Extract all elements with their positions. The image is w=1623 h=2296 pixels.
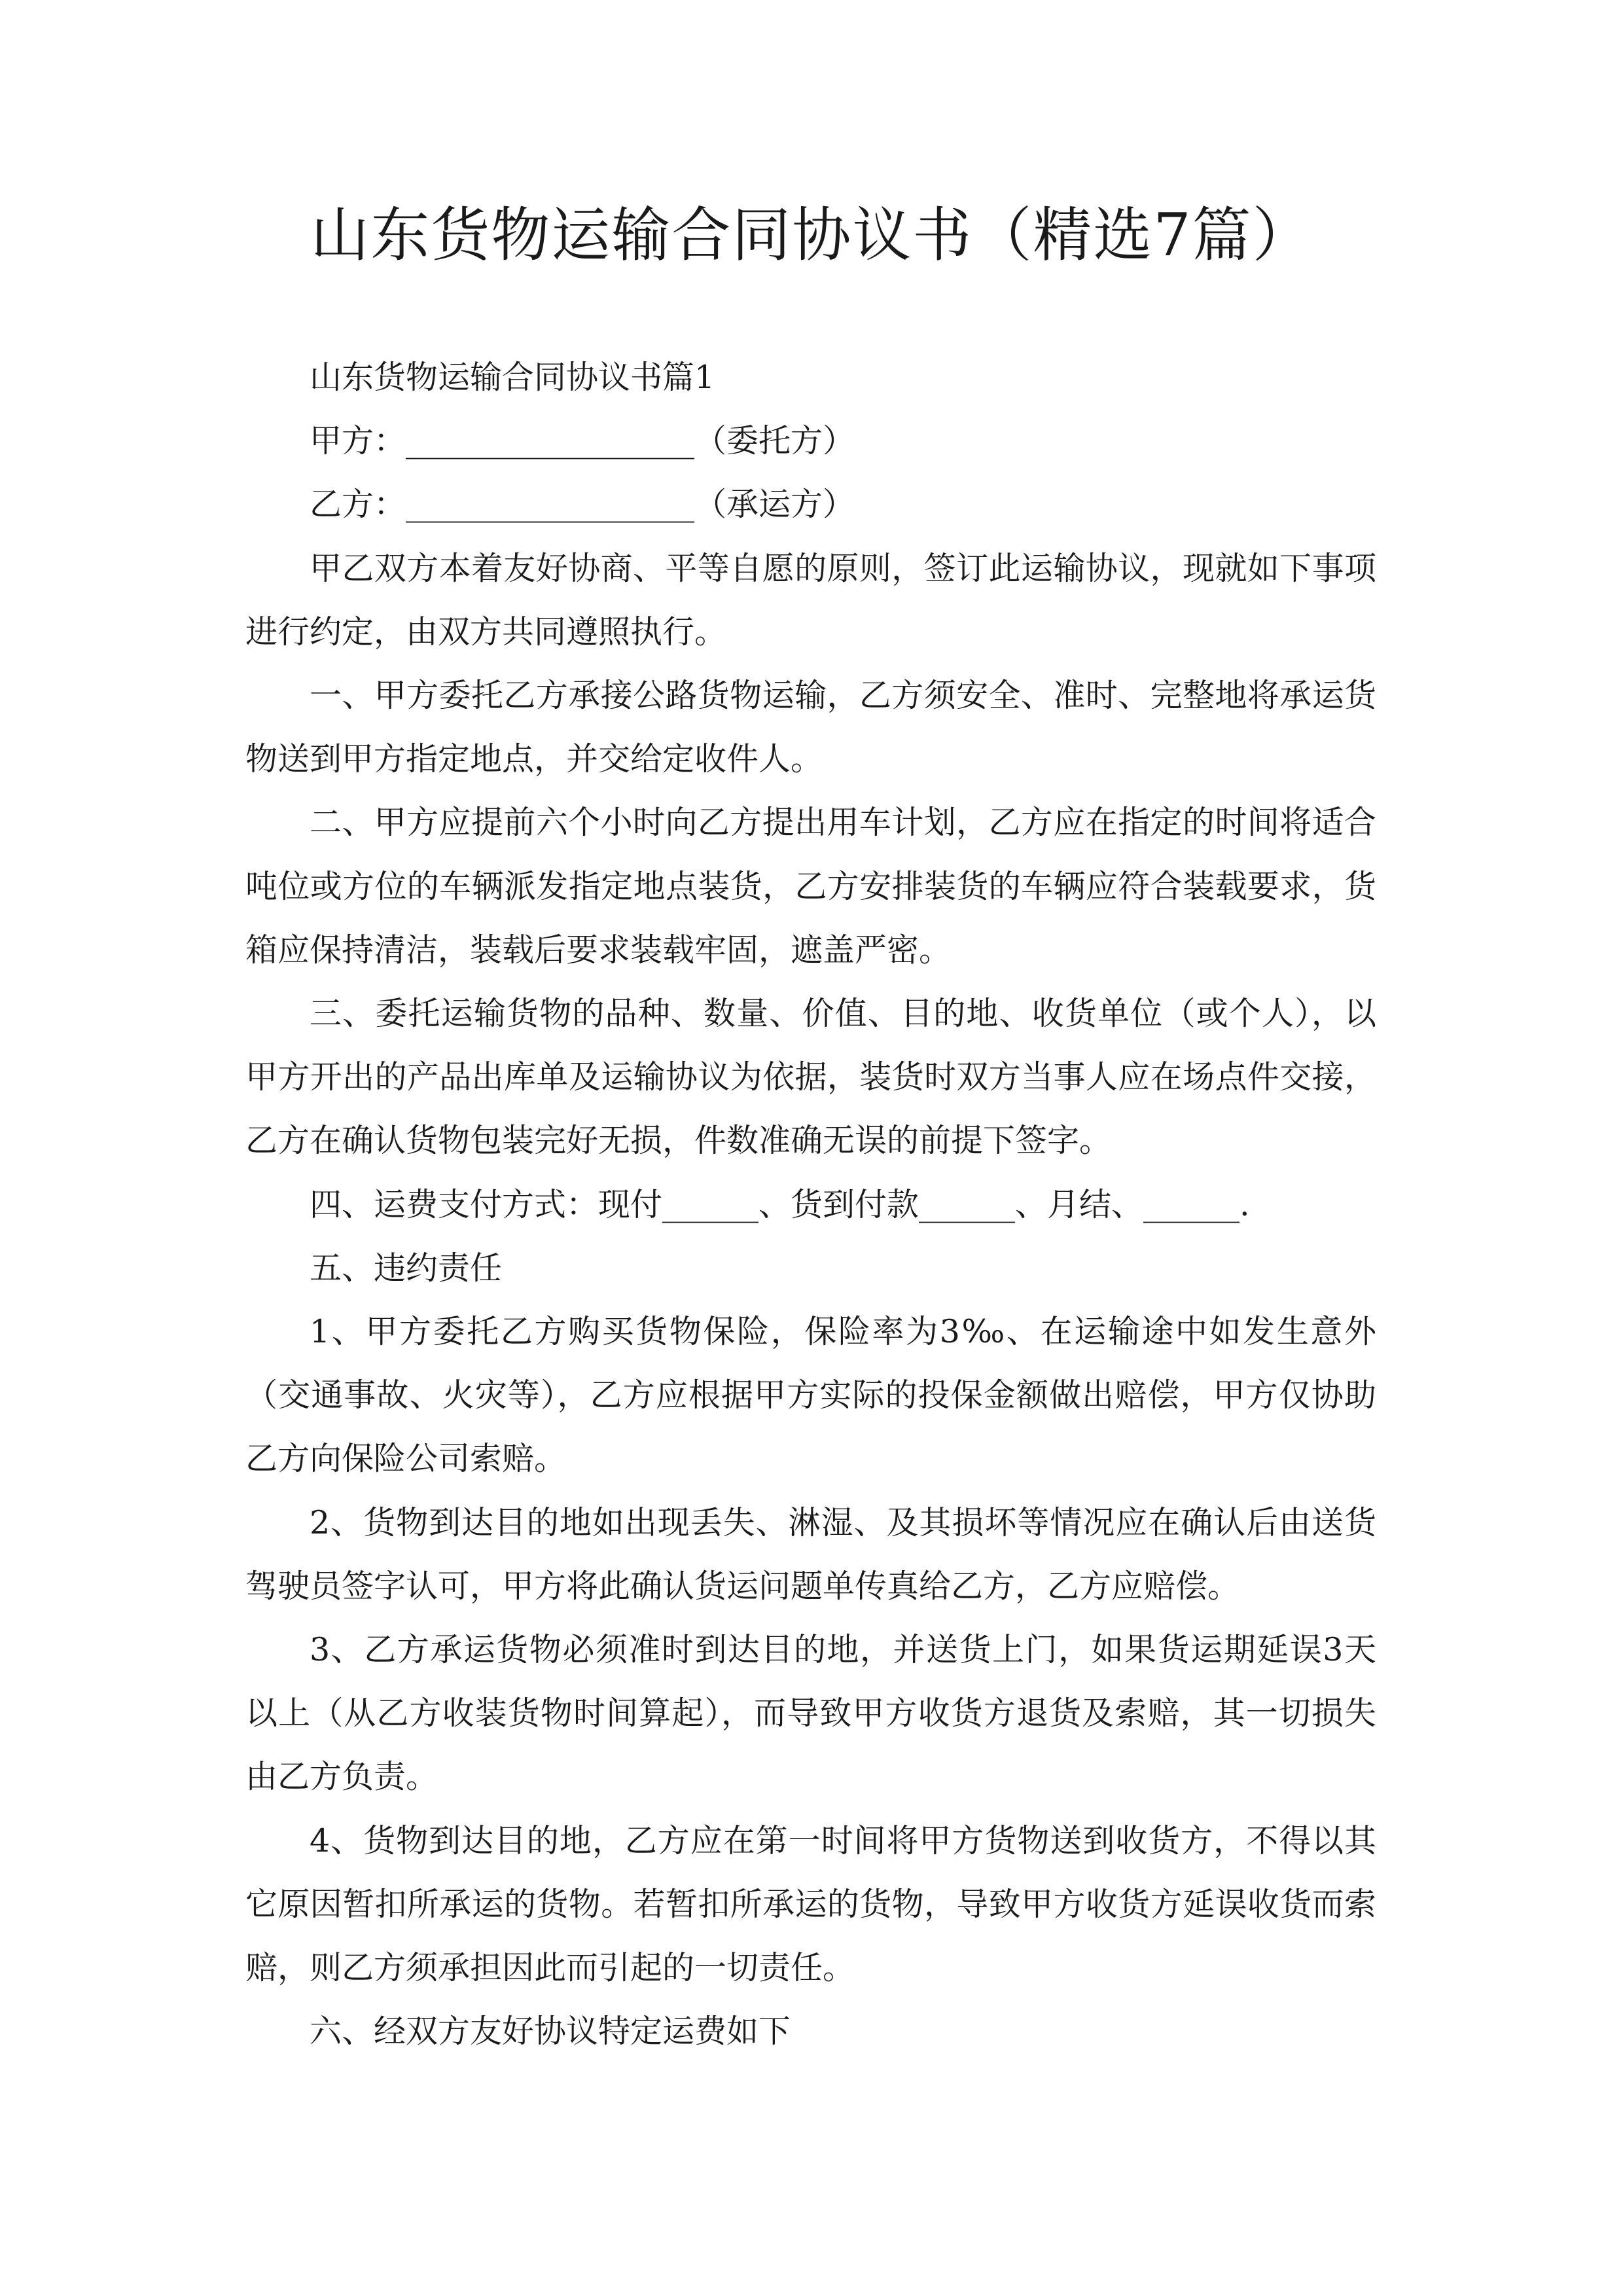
clause-5-item-4: 4、货物到达目的地，乙方应在第一时间将甲方货物送到收货方，不得以其它原因暂扣所承运的货物。若暂扣所承运的货物，导致甲方收货方延误收货而索赔，则乙方须承担因此而引起的一切责任。 [245, 1821, 1376, 1987]
clause-2: 二、甲方应提前六个小时向乙方提出用车计划，乙方应在指定的时间将适合吨位或方位的车辆派发指定地点装货，乙方安排装货的车辆应符合装载要求，货箱应保持清洁，装载后要求装载牢固，遮盖严密。 [245, 804, 1376, 969]
paragraph-intro: 甲乙双方本着友好协商、平等自愿的原则，签订此运输协议，现就如下事项进行约定，由双方共同遵照执行。 [245, 549, 1376, 651]
clause-5-item-3: 3、乙方承运货物必须准时到达目的地，并送货上门，如果货运期延误3天以上（从乙方收装货物时间算起），而导致甲方收货方退货及索赔，其一切损失由乙方负责。 [245, 1631, 1376, 1796]
clause-1: 一、甲方委托乙方承接公路货物运输，乙方须安全、准时、完整地将承运货物送到甲方指定地点，并交给定收件人。 [245, 677, 1376, 778]
clause-5-item-1: 1、甲方委托乙方购买货物保险，保险率为3‰、在运输途中如发生意外（交通事故、火灾等），乙方应根据甲方实际的投保金额做出赔偿，甲方仅协助乙方向保险公司索赔。 [245, 1313, 1376, 1478]
party-b-line: 乙方：__________________（承运方） [310, 486, 855, 524]
clause-5-heading: 五、违约责任 [310, 1249, 503, 1287]
document-title: 山东货物运输合同协议书（精选7篇） [310, 201, 1313, 270]
clause-5-item-2: 2、货物到达目的地如出现丢失、淋湿、及其损坏等情况应在确认后由送货驾驶员签字认可，甲方将此确认货运问题单传真给乙方，乙方应赔偿。 [245, 1503, 1376, 1605]
section-heading: 山东货物运输合同协议书篇1 [310, 359, 715, 396]
clause-4-payment: 四、运费支付方式：现付______、货到付款______、月结、______. [310, 1185, 1250, 1223]
clause-3: 三、委托运输货物的品种、数量、价值、目的地、收货单位（或个人），以甲方开出的产品出库单及运输协议为依据，装货时双方当事人应在场点件交接，乙方在确认货物包装完好无损，件数准确无误的前提下签字。 [245, 995, 1376, 1160]
clause-6-heading: 六、经双方友好协议特定运费如下 [310, 2013, 791, 2051]
party-a-line: 甲方：__________________（委托方） [310, 422, 855, 460]
document-body [245, 346, 1376, 2063]
